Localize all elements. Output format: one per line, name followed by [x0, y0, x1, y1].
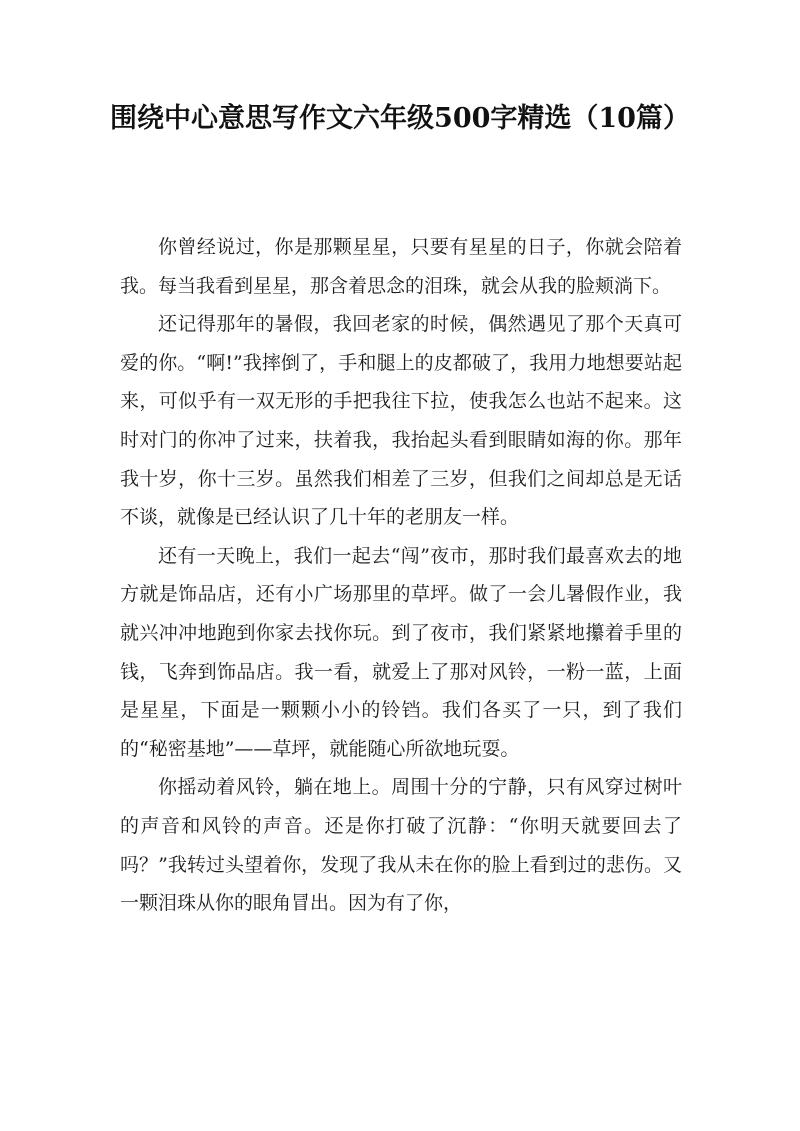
paragraph-3: 还有一天晚上，我们一起去“闯”夜市，那时我们最喜欢去的地方就是饰品店，还有小广场那里的草坪。做了一会儿暑假作业，我就兴冲冲地跑到你家去找你玩。到了夜市，我们紧紧地攥着手里的钱，飞奔到饰品店。我一看，就爱上了那对风铃，一粉一蓝，上面是星星，下面是一颗颗小小的铃铛。我们各买了一只，到了我们的“秘密基地”——草坪，就能随心所欲地玩耍。: [120, 544, 682, 760]
document-body: [120, 228, 682, 923]
paragraph-4: 你摇动着风铃，躺在地上。周围十分的宁静，只有风穿过树叶的声音和风铃的声音。还是你打破了沉静：“你明天就要回去了吗？”我转过头望着你，发现了我从未在你的脸上看到过的悲伤。又一颗泪珠从你的眼角冒出。因为有了你，: [120, 776, 682, 915]
document-title: 围绕中心意思写作文六年级500字精选（10篇）: [110, 103, 690, 134]
paragraph-2: 还记得那年的暑假，我回老家的时候，偶然遇见了那个天真可爱的你。“啊!”我摔倒了，手和腿上的皮都破了，我用力地想要站起来，可似乎有一双无形的手把我往下拉，使我怎么也站不起来。这时对门的你冲了过来，扶着我，我抬起头看到眼睛如海的你。那年我十岁，你十三岁。虽然我们相差了三岁，但我们之间却总是无话不谈，就像是已经认识了几十年的老朋友一样。: [120, 313, 682, 529]
paragraph-1: 你曾经说过，你是那颗星星，只要有星星的日子，你就会陪着我。每当我看到星星，那含着思念的泪珠，就会从我的脸颊淌下。: [120, 236, 682, 297]
